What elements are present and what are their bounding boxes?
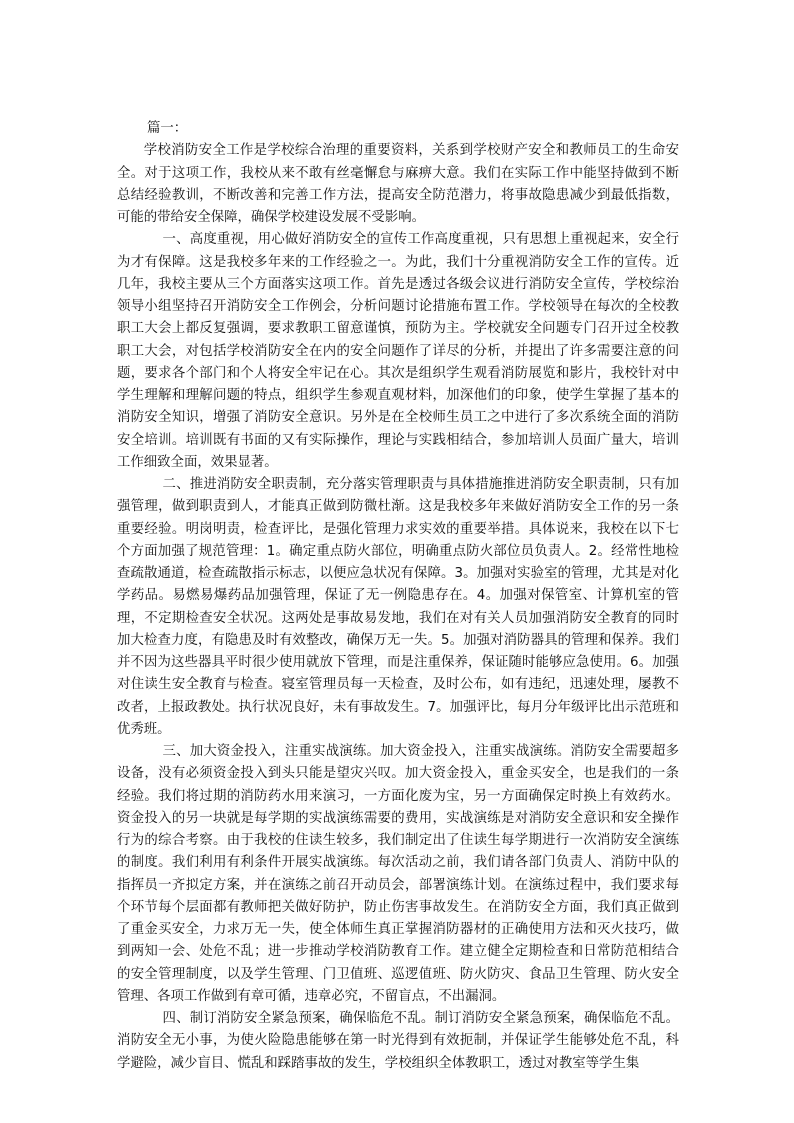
paragraph-emergency-plan: 四、制订消防安全紧急预案，确保临危不乱。制订消防安全紧急预案，确保临危不乱。消防安全无小事，为使火险隐患能够在第一时光得到有效扼制，并保证学生能够处危不乱，科学避险，减少盲目、慌乱和踩踏事故的发生，学校组织全体教职工，透过对教室等学生集 — [117, 1011, 679, 1071]
paragraph-funding-drills: 三、加大资金投入，注重实战演练。加大资金投入，注重实战演练。消防安全需要超多设备，没有必须资金投入到头只能是望灾兴叹。加大资金投入，重金买安全，也是我们的一条经验。我们将过期的消防药水用来演习，一方面化废为宝，另一方面确保定时换上有效药水。资金投入的另一块就是每学期的实战演练需要的费用，实战演练是对消防安全意识和安全操作行为的综合考察。由于我校的住读生较多，我们制定出了住读生每学期进行一次消防安全演练的制度。我们利用有利条件开展实战演练。每次活动之前，我们请各部门负责人、消防中队的指挥员一齐拟定方案，并在演练之前召开动员会，部署演练计划。在演练过程中，我们要求每个环节每个层面都有教师把关做好防护，防止伤害事故发生。在消防安全方面，我们真正做到了重金买安全，力求万无一失，使全体师生真正掌握消防器材的正确使用方法和灭火技巧，做到两知一会、处危不乱；进一步推动学校消防教育工作。建立健全定期检查和日常防范相结合的安全管理制度，以及学生管理、门卫值班、巡逻值班、防火防灾、食品卫生管理、防火安全管理、各项工作做到有章可循，违章必究，不留盲点，不出漏洞。 — [117, 744, 679, 1004]
paragraph-publicity: 一、高度重视，用心做好消防安全的宣传工作高度重视，只有思想上重视起来，安全行为才有保障。这是我校多年来的工作经验之一。为此，我们十分重视消防安全工作的宣传。近几年，我校主要从三个方面落实这项工作。首先是透过各级会议进行消防安全宣传，学校综治领导小组坚持召开消防安全工作例会，分析问题讨论措施布置工作。学校领导在每次的全校教职工大会上都反复强调，要求教职工留意谨慎，预防为主。学校就安全问题专门召开过全校教职工大会，对包括学校消防安全在内的安全问题作了详尽的分析，并提出了许多需要注意的问题，要求各个部门和个人将安全牢记在心。其次是组织学生观看消防展览和影片，我校针对中学生理解和理解问题的特点，组织学生参观直观材料，加深他们的印象，使学生掌握了基本的消防安全知识，增强了消防安全意识。另外是在全校师生员工之中进行了多次系统全面的消防安全培训。培训既有书面的又有实际操作，理论与实践相结合，参加培训人员面广量大，培训工作细致全面，效果显著。 — [117, 232, 679, 470]
section-heading: 篇一： — [147, 121, 188, 136]
intro-paragraph: 学校消防安全工作是学校综合治理的重要资料，关系到学校财产安全和教师员工的生命安全。对于这项工作，我校从来不敢有丝毫懈怠与麻痹大意。我们在实际工作中能坚持做到不断总结经验教训，不断改善和完善工作方法，提高安全防范潜力，将事故隐患减少到最低指数，可能的带给安全保障，确保学校建设发展不受影响。 — [117, 143, 679, 225]
paragraph-responsibility: 二、推进消防安全职责制，充分落实管理职责与具体措施推进消防安全职责制，只有加强管理，做到职责到人，才能真正做到防微杜渐。这是我校多年来做好消防安全工作的另一条重要经验。明岗明责，检查评比，是强化管理力求实效的重要举措。具体说来，我校在以下七个方面加强了规范管理：1。确定重点防火部位，明确重点防火部位员负责人。2。经常性地检查疏散通道，检查疏散指示标志，以便应急状况有保障。3。加强对实验室的管理，尤其是对化学药品。易燃易爆药品加强管理，保证了无一例隐患存在。4。加强对保管室、计算机室的管理，不定期检查安全状况。这两处是事故易发地，我们在对有关人员加强消防安全教育的同时加大检查力度，有隐患及时有效整改，确保万无一失。5。加强对消防器具的管理和保养。我们并不因为这些器具平时很少使用就放下管理，而是注重保养，保证随时能够应急使用。6。加强对住读生安全教育与检查。寝室管理员每一天检查，及时公布，如有违纪，迅速处理，屡教不改者，上报政教处。执行状况良好，未有事故发生。7。加强评比，每月分年级评比出示范班和优秀班。 — [117, 477, 679, 737]
document-body — [117, 118, 679, 1075]
